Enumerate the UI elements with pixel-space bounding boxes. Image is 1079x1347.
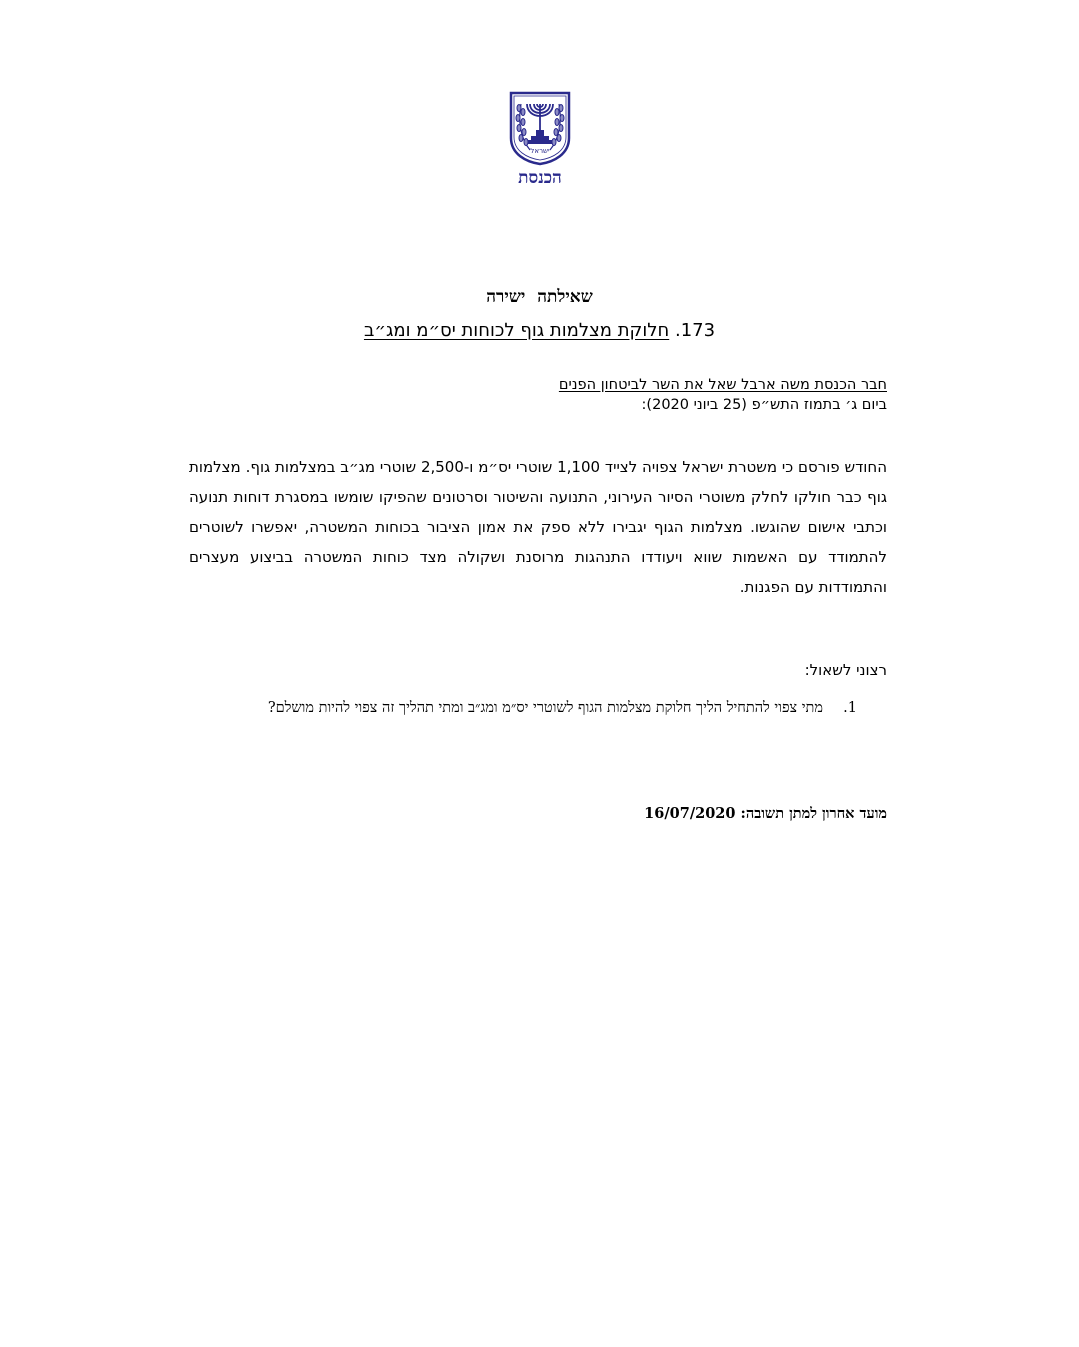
date-line: ביום ג׳ בתמוז התש״פ (25 ביוני 2020):: [641, 397, 887, 413]
answer-deadline: מועד אחרון למתן תשובה: 16/07/2020: [644, 805, 887, 822]
svg-text:ישראל: ישראל: [530, 147, 550, 155]
asker-line: חבר הכנסת משה ארבל שאל את השר לביטחון הפנים: [558, 377, 887, 393]
knesset-logo: [505, 90, 575, 190]
question-title: חלוקת מצלמות גוף לכוחות יס״מ ומג״ב: [363, 320, 670, 341]
question-item-text: מתי צפוי להתחיל הליך חלוקת מצלמות הגוף לשוטרי יס״מ ומג״ב ומתי תהליך זה צפוי להיות מושלם?: [267, 700, 823, 716]
body-paragraph: החודש פורסם כי משטרת ישראל צפויה לצייד 1,100 שוטרי יס״מ ו-2,500 שוטרי מג״ב במצלמות גוף. מצלמות גוף כבר חולקו לחלק משוטרי הסיור העירוני, התנועה והשיטור וסרטונים שהפיקו שומשו במסגרת דוחות תנועה וכתבי אישום שהוגשו. מצלמות הגוף יגבירו ללא ספק את אמון הציבור בכוחות המשטרה, יאפשרו לשוטרים להתמודד עם האשמות שווא ויעודדו התנהגות מרוסנת ושקולה מצד כוחות המשטרה בביצוע מעצרים והתמודדות עם הפגנות.: [189, 458, 887, 596]
document-title: [0, 320, 1079, 341]
document-type-heading: שאילתה ישירה: [486, 287, 593, 307]
logo-caption: הכנסת: [518, 168, 562, 188]
question-number: 173.: [674, 320, 716, 341]
question-item-number: 1.: [843, 700, 857, 716]
knesset-emblem-icon: [508, 90, 572, 166]
ask-label: רצוני לשאול:: [804, 661, 887, 679]
question-item: [197, 694, 857, 723]
